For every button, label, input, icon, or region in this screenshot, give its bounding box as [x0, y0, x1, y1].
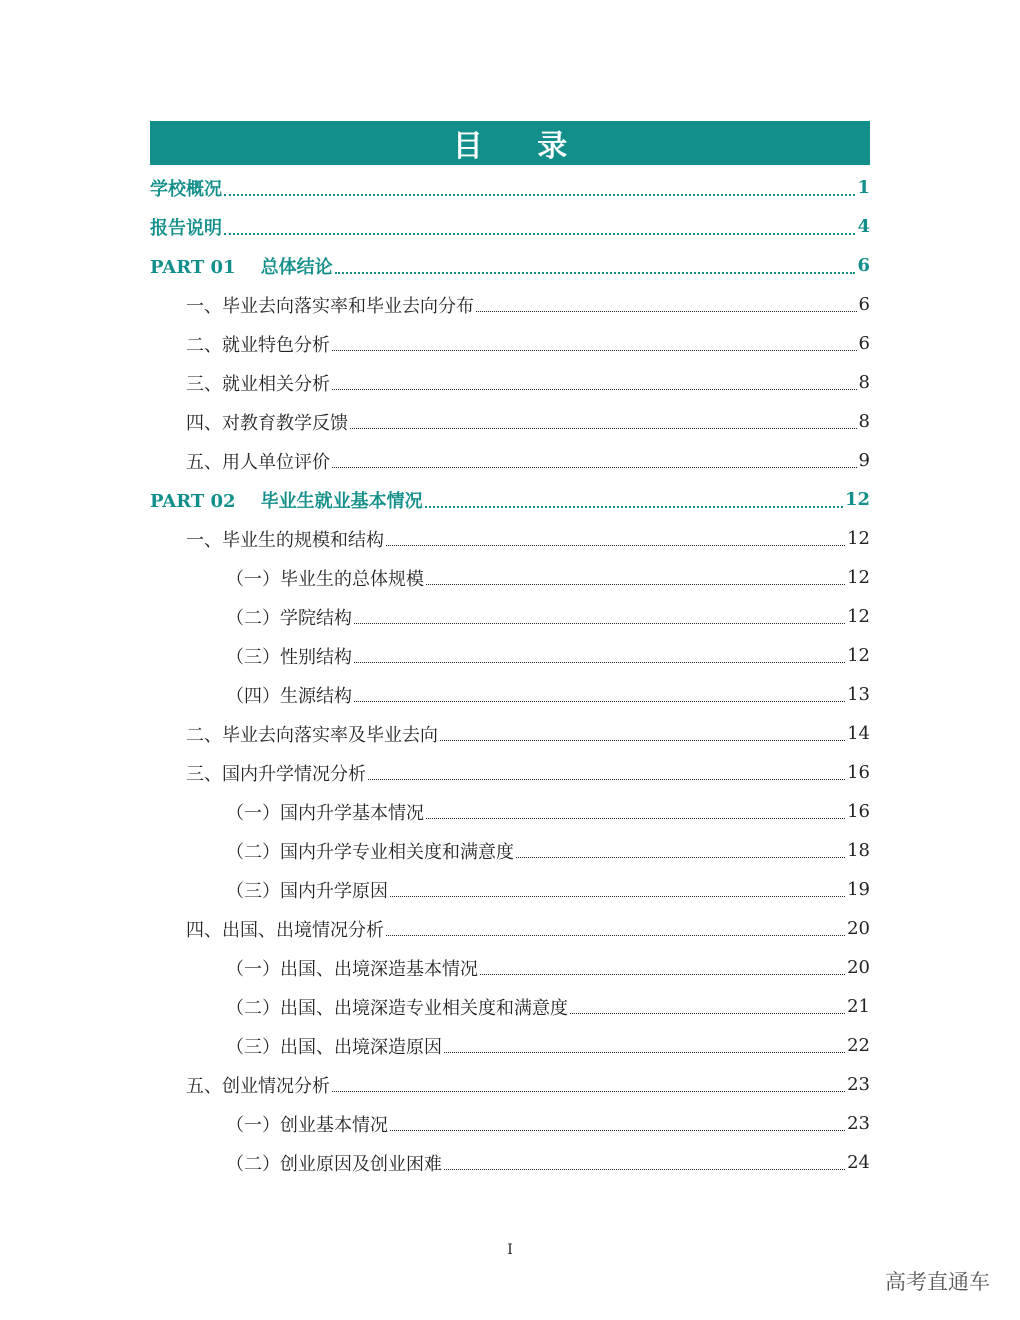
dot-leader — [332, 350, 857, 351]
toc-entry-title: 一、毕业去向落实率和毕业去向分布 — [186, 295, 474, 317]
toc-entry[interactable] — [150, 870, 870, 909]
toc-entry[interactable] — [150, 987, 870, 1026]
toc-entry[interactable] — [150, 441, 870, 480]
toc-entry-page: 9 — [858, 450, 870, 471]
toc-entry-title: PART 02 毕业生就业基本情况 — [150, 490, 423, 512]
toc-entry-page: 23 — [847, 1113, 870, 1134]
toc-entry-page: 13 — [847, 684, 870, 705]
toc-entry-title: （二）国内升学专业相关度和满意度 — [226, 841, 514, 863]
toc-entry-title: 学校概况 — [150, 178, 222, 200]
toc-entry-title: 三、就业相关分析 — [186, 373, 330, 395]
toc-entry[interactable] — [150, 792, 870, 831]
toc-title-bar — [150, 121, 870, 165]
toc-entry-title: （三）国内升学原因 — [226, 880, 388, 902]
dot-leader — [224, 233, 855, 235]
toc-entry-page: 14 — [847, 723, 870, 744]
dot-leader — [354, 623, 845, 624]
toc-entry-page: 12 — [847, 606, 870, 627]
dot-leader — [332, 467, 857, 468]
dot-leader — [426, 584, 845, 585]
toc-entry[interactable] — [150, 207, 870, 246]
dot-leader — [354, 701, 845, 702]
toc-entry-title: （三）出国、出境深造原因 — [226, 1036, 442, 1058]
dot-leader — [390, 1130, 845, 1131]
toc-entry[interactable] — [150, 1143, 870, 1182]
toc-title: 目 录 — [452, 129, 590, 164]
dot-leader — [332, 1091, 845, 1092]
dot-leader — [368, 779, 845, 780]
toc-entry-page: 6 — [858, 294, 870, 315]
toc-entry-title: 四、出国、出境情况分析 — [186, 919, 384, 941]
toc-entry-page: 16 — [847, 801, 870, 822]
toc-entry-page: 23 — [847, 1074, 870, 1095]
toc-entry[interactable] — [150, 909, 870, 948]
dot-leader — [350, 428, 857, 429]
toc-entry-title: 一、毕业生的规模和结构 — [186, 529, 384, 551]
toc-entry-page: 8 — [858, 372, 870, 393]
toc-entry-title: 二、毕业去向落实率及毕业去向 — [186, 724, 438, 746]
toc-entry-page: 20 — [847, 918, 870, 939]
dot-leader — [426, 818, 845, 819]
dot-leader — [335, 272, 856, 274]
dot-leader — [332, 389, 857, 390]
dot-leader — [440, 740, 845, 741]
dot-leader — [444, 1052, 845, 1053]
toc-entry-title: （二）创业原因及创业困难 — [226, 1153, 442, 1175]
table-of-contents — [150, 168, 870, 1182]
toc-entry-title: PART 01 总体结论 — [150, 256, 333, 278]
toc-entry-title: （二）出国、出境深造专业相关度和满意度 — [226, 997, 568, 1019]
toc-entry-title: 五、创业情况分析 — [186, 1075, 330, 1097]
toc-entry[interactable] — [150, 480, 870, 519]
dot-leader — [476, 311, 857, 312]
dot-leader — [516, 857, 845, 858]
toc-entry-page: 4 — [857, 216, 870, 237]
toc-entry[interactable] — [150, 714, 870, 753]
toc-entry[interactable] — [150, 363, 870, 402]
toc-entry-page: 22 — [847, 1035, 870, 1056]
page-number: I — [507, 1242, 513, 1258]
toc-entry-title: 四、对教育教学反馈 — [186, 412, 348, 434]
toc-entry[interactable] — [150, 519, 870, 558]
toc-entry[interactable] — [150, 558, 870, 597]
toc-entry-page: 6 — [857, 255, 870, 276]
toc-entry-page: 12 — [844, 489, 870, 510]
dot-leader — [354, 662, 845, 663]
toc-entry-page: 24 — [847, 1152, 870, 1173]
toc-entry[interactable] — [150, 246, 870, 285]
toc-entry-page: 19 — [847, 879, 870, 900]
watermark-text: 高考直通车 — [885, 1270, 990, 1294]
toc-entry-title: （二）学院结构 — [226, 607, 352, 629]
dot-leader — [390, 896, 845, 897]
toc-entry-title: （一）国内升学基本情况 — [226, 802, 424, 824]
toc-entry[interactable] — [150, 1026, 870, 1065]
toc-entry-title: 三、国内升学情况分析 — [186, 763, 366, 785]
dot-leader — [386, 935, 845, 936]
dot-leader — [386, 545, 845, 546]
toc-entry[interactable] — [150, 402, 870, 441]
toc-entry-page: 6 — [858, 333, 870, 354]
toc-entry[interactable] — [150, 597, 870, 636]
toc-entry[interactable] — [150, 1065, 870, 1104]
toc-entry-page: 12 — [847, 645, 870, 666]
toc-entry[interactable] — [150, 753, 870, 792]
dot-leader — [224, 194, 855, 196]
toc-entry[interactable] — [150, 675, 870, 714]
dot-leader — [480, 974, 845, 975]
toc-entry-title: （一）创业基本情况 — [226, 1114, 388, 1136]
toc-entry[interactable] — [150, 1104, 870, 1143]
toc-entry-page: 12 — [847, 528, 870, 549]
toc-entry[interactable] — [150, 636, 870, 675]
toc-entry-title: （四）生源结构 — [226, 685, 352, 707]
dot-leader — [444, 1169, 845, 1170]
toc-entry-page: 12 — [847, 567, 870, 588]
toc-entry-page: 1 — [857, 177, 870, 198]
toc-entry-page: 20 — [847, 957, 870, 978]
toc-entry-title: 二、就业特色分析 — [186, 334, 330, 356]
toc-entry[interactable] — [150, 285, 870, 324]
toc-entry[interactable] — [150, 948, 870, 987]
dot-leader — [425, 506, 843, 508]
dot-leader — [570, 1013, 845, 1014]
toc-entry-title: （一）出国、出境深造基本情况 — [226, 958, 478, 980]
toc-entry-title: 报告说明 — [150, 217, 222, 239]
toc-entry[interactable] — [150, 831, 870, 870]
toc-entry[interactable] — [150, 168, 870, 207]
toc-entry-title: （三）性别结构 — [226, 646, 352, 668]
toc-entry-title: 五、用人单位评价 — [186, 451, 330, 473]
toc-entry-page: 18 — [847, 840, 870, 861]
toc-entry-page: 16 — [847, 762, 870, 783]
toc-entry-page: 8 — [858, 411, 870, 432]
toc-entry-title: （一）毕业生的总体规模 — [226, 568, 424, 590]
toc-entry-page: 21 — [847, 996, 870, 1017]
toc-entry[interactable] — [150, 324, 870, 363]
